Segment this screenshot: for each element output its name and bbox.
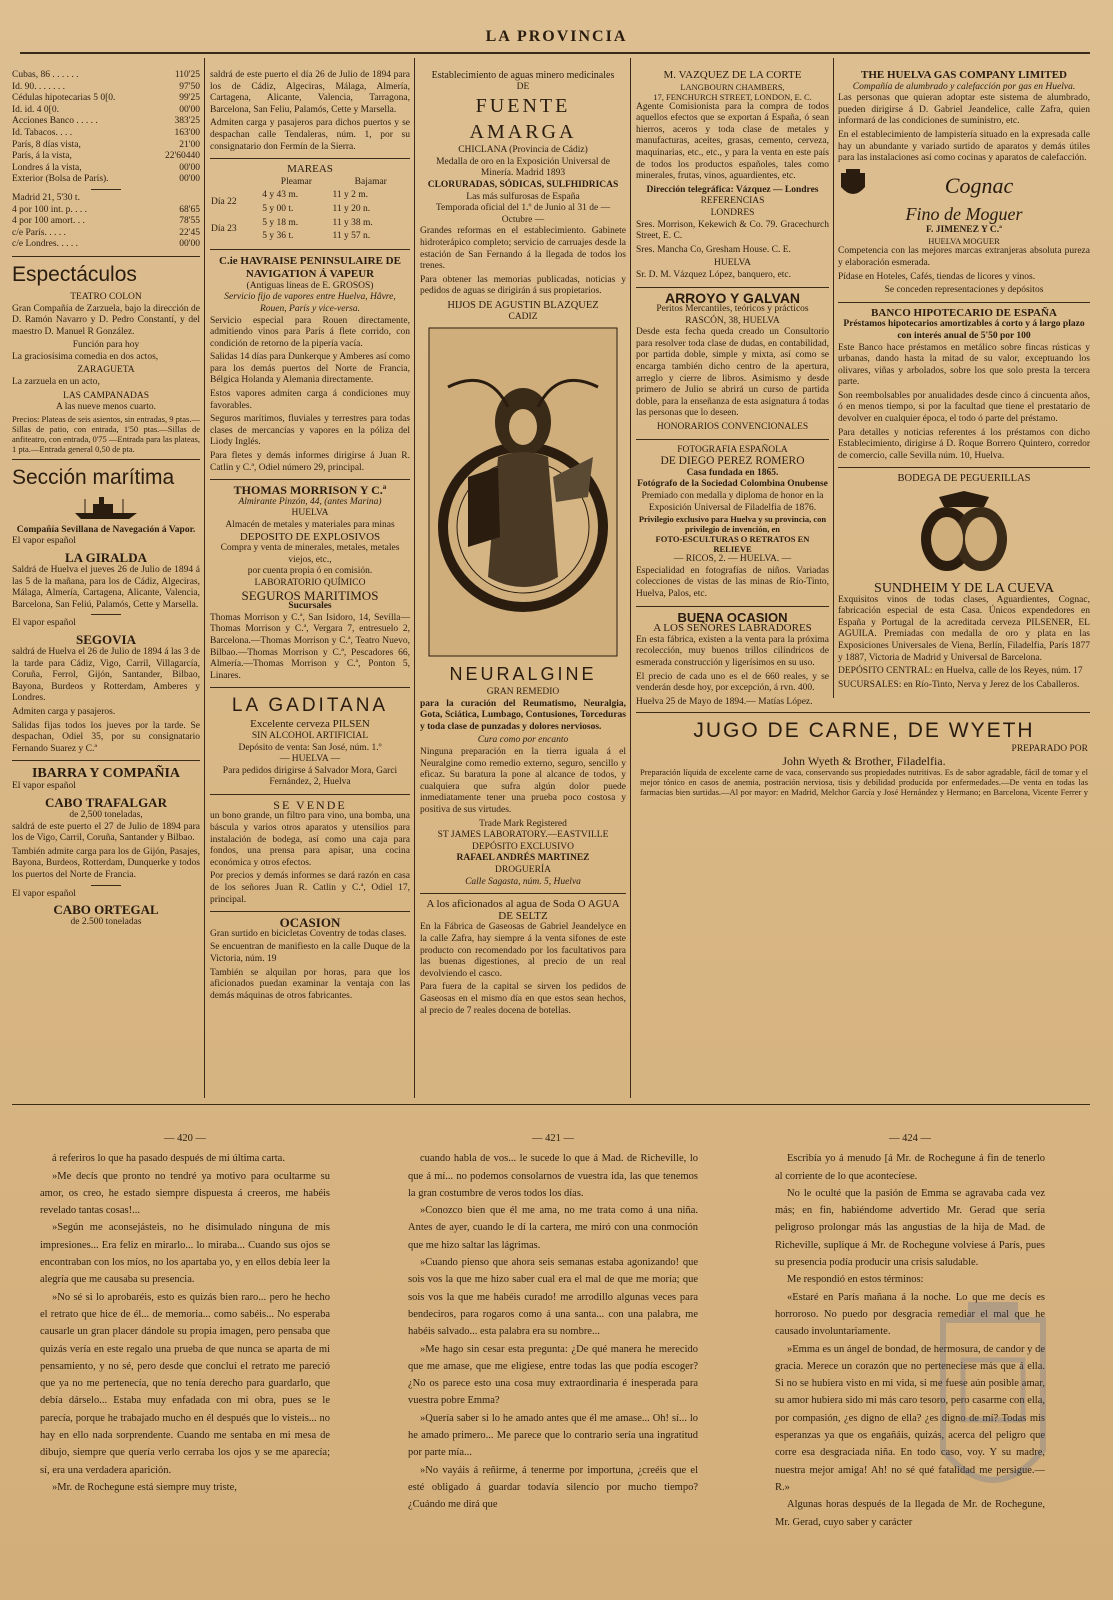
novel-column-2: — 421 — cuando habla de vos... le sucede lo que á Mad. de Richeville, lo que á mí... no podemos consolarnos de vuestra ida, las que tenemos la gran costumbre de veros todos los días. »Conozco bien que él me ama, no me trata como á una niña. Antes de ayer, cuando le dí la cartera, me miró con una conmoción que me hizo saltar las lágrimas. »Cuando pienso que ahora seis semanas estaba agonizando! que sois vos la que me hizo saber cual era el mal de que me moría; que sois vos la que me habéis curado! me arrodillo algunas veces para bendeciros, para rogaros como á una santa... con una palabra, me habéis salvado... esta palabra era su nombre... »Me hago sin cesar esta pregunta: ¿De qué manera he merecido que me amase, que me eligiese, entre todas las que podía escoger? ¿No os parece esto una cosa muy extraordinaria é inesperada para vuestra pobre Emma? »Quería saber si lo he amado antes que él me amase... Oh! sí... lo he amado primero... Me parece que lo contrario sería una ingratitud por parte mía... »No vayáis á reñirme, á tenerme por importuna, ¿creéis que el esté obligado á guardar todavía silencio por mucho tiempo? ¿Cuándo me dirá que xyxy=(408,1130,698,1590)
wyeth-top-rule xyxy=(636,712,1090,713)
morrison-title: THOMAS MORRISON Y C.ª xyxy=(233,483,387,498)
page-number-421: — 421 — xyxy=(532,1133,574,1144)
vazquez-title: M. VAZQUEZ DE LA CORTE xyxy=(663,70,802,81)
vapor-segovia: SEGOVIA xyxy=(76,632,136,647)
column-rule xyxy=(414,58,415,1098)
soda-title: A los aficionados al agua de Soda O AGUA DE SELTZ xyxy=(426,898,620,922)
top-rule xyxy=(20,52,1090,54)
teatro-text: Gran Compañía de Zarzuela, bajo la dirección de D. Ramón Navarro y D. Pedro Constantí, y del maestro D. Manuel R González. xyxy=(12,303,200,337)
cognac-ad: Cognac xyxy=(838,169,1090,203)
fold-rule xyxy=(12,1104,1090,1105)
ibarra-heading: IBARRA Y COMPAÑIA xyxy=(31,766,181,782)
novel-column-1: — 420 — á referiros lo que ha pasado después de mi última carta. »Me decís que pronto no tendré ya motivo para ocultarme su amor, os creo, he estado siempre dispuesta á creeros, me habéis revelado tantas cosas!... »Según me aconsejásteis, no he disimulado ninguna de mis impresiones... Era feliz en mirarlo... lo miraba... Cuando sus ojos se encontraban con los míos, no los apartaba yo, y en ellos debía leer la alegría que me causaba su presencia. »No sé si lo aprobaréis, esto es quizás bien raro... pero he hecho el retrato que hice de él... de memoria... como sabéis... No esperaba causarle un gran placer dándole su propia imagen, pero pensaba que quizás vería en este regalo una prueba de que nunca se aparta de mi pensamiento, y no sé, pero desde que concluí el retrato me pareció que ya no me pertenecía, que no tenía derecho para guardarlo, que debía dárselo... Estaba muy enfadada con mi obra, pues se le parecía, porque he trabajado mucho en él después que lo visteis... no hay en ello nada sorprendente. Cuando me sentaba en mi mesa de dibujo, siempre que quería verlo cerraba los ojos y se me aparecía; sí, era una verdadera aparición. »Mr. de Rochegune está siempre muy triste, xyxy=(40,1130,330,1590)
gaditana-title: LA GADITANA xyxy=(231,695,389,717)
novel-column-3: — 424 — Escribía yo á menudo [á Mr. de Rochegune á fin de tenerlo al corriente de lo que acontecíese. No le oculté que la pasión de Emma se agravaba cada vez más; en fin, habiéndome advertido Mr. Gerad que sería peligroso prolongar más las angustias de la hija de Mad. de Richeville, suplique á Mr. de Rochegune volviese á París, pues su presencia podía producir una crisis saludable. Me respondió en estos términos: «Estaré en París mañana á la noche. Lo que me decís es horroroso. No puedo por desgracia remediar el mal que he causado involuntariamente. »Emma es un ángel de bondad, de hermosura, de candor y de gracia. Merece un corazón que no perteneciese más que á ella. Si no se hubiera visto en mi vida, si me fuese aún posible amar, su amor hubiera sido mi más caro tesoro, pero casarme con ella, por compasión, ¿es digno de ella? ¿es digno de mí? Todas mis esperanzas ya que os engañáis, quizás, acerca del peligro que corre esa desgraciada niña. En todo caso, voy. Y su madre, nuestra mejor amiga! Ah! no sé qué fatalidad me persigue.—R.» Algunas horas después de la llegada de Mr. de Rochegune, Mr. Gerad, cuyo saber y carácter xyxy=(775,1130,1045,1590)
teatro-title: TEATRO COLON xyxy=(70,291,142,302)
mareas-table: Pleamar Bajamar Día 22 4 y 43 m. 11 y 2 m. 5 y 00 t. 11 y 20 n. Día 23 5 y 18 m. 11 y 38 m. 5 y 36 t. 11 y 57 n. xyxy=(211,176,387,242)
masthead: LA PROVINCIA xyxy=(485,28,628,45)
neuralgine-title: NEURALGINE xyxy=(449,664,597,685)
havraise-title: C.ie HAVRAISE PENINSULAIRE DE NAVIGATION Á VAPEUR xyxy=(219,254,401,280)
steamship-icon xyxy=(12,495,200,521)
column-2: saldrá de este puerto el día 26 de Julio de 1894 para los de Cádiz, Algeciras, Málaga, Almería, Cartagena, Alicante, Valencia, Tarragona, Barcelona, San Feliu, Palamós, Cette y Marsella. Admiten carga y pasajeros para dichos puertos y se despachan calle Tendaleras, núm. 1, por su consignatario don Fermín de la Sierra. MAREAS Pleamar Bajamar Día 22 4 y 43 m. 11 y 2 m. 5 y 00 t. 11 y 20 n. Día 23 5 y 18 m. 11 y 38 m. 5 y 36 t. 11 y 57 n. C.ie HAVRAISE PENINSULAIRE DE NAVIGATION Á VAPEUR (Antiguas líneas de E. GROSOS) Servicio fijo de vapores entre Huelva, Hâvre, Rouen, París y vice-versa. Servicio especial para Rouen directamente, admitiendo vinos para París á flete corrido, con condición de retorno de la pipería vacía. Salidas 14 días para Dunkerque y Amberes así como para los demás puertos del Norte de Francia, Bélgica Holanda y Alemania directamente. Estos vapores admiten carga á condiciones muy favorables. Seguros marítimos, fluviales y terrestres para todas clases de mercancías y vapores en la póliza del Liody Inglés. Para fletes y demás informes dirigirse á Juan R. Catlin y C.ª, Odiel número 29, principal. THOMAS MORRISON Y C.ª Almirante Pinzón, 44, (antes Marina) HUELVA Almacén de metales y materiales para minas DEPOSITO DE EXPLOSIVOS Compra y venta de minerales, metales, metales viejos, etc., por cuenta propia ó en comisión. LABORATORIO QUÍMICO SEGUROS MARITIMOS Sucursales Thomas Morrison y C.ª, San Isidoro, 14, Sevilla—Thomas Morrison y C.ª, Vergara 7, entresuelo 2, Barcelona.—Thomas Morrison y C.ª, Teatro Nuevo, Bilbao.—Thomas Morrison y C.ª, Pescadores 66, Almería.—Thomas Morrison y C.ª, Ponton 5, Linares. LA GADITANA Excelente cerveza PILSEN SIN ALCOHOL ARTIFICIAL Depósito de venta: San José, núm. 1.º — HUELVA — Para pedidos dirigirse á Salvador Mora, Garci Fernández, 2, Huelva SE VENDE un bono grande, un filtro para vino, una bomba, una báscula y varios otros aparatos y utensilios para instalación de bodega, así como una caja para fondos, una prensa para apisar, una cocina económica y otros efectos. Por precios y demás informes se dará razón en casa de los señores Juan R. Catlin y C.ª, Odiel 17, principal. OCASION Gran surtido en bicicletas Coventry de todas clases. Se encuentran de manifiesto en la calle Duque de la Victoria, núm. 19 También se alquilan por horas, para que los aficionados puedan examinar la ventaja con las demás máquinas de otros fabricantes. xyxy=(210,70,410,1001)
madrid-quotes: Madrid 21, 5'30 t. 4 por 100 int. p. . . . 68'65 4 por 100 amort. . . 78'55 c/e París. . . . . 22'45 c/e Londres. . . . . 00'00 xyxy=(12,192,200,250)
column-rule xyxy=(204,58,205,1098)
column-1: Cubas, 86 . . . . . . 110'25 Id. 90. . . . . . . 97'50 Cédulas hipotecarias 5 0[0. 99'25 Id. id. 4 0[0. 00'00 Acciones Banco . . . . . 383'25 Id. Tabacos. . . . 163'00 París, 8 días vista, 21'00 París, á la vista, 22'60440 Londres á la vista, 00'00 Exterior (Bolsa de París). 00'00 Madrid 21, 5'30 t. 4 por 100 int. p. . . . 68'65 4 por 100 amort. . . 78'55 c/e París. . . . . 22'45 c/e Londres. . . . . 00'00 Espectáculos TEATRO COLON Gran Compañía de Zarzuela, bajo la dirección de D. Ramón Navarro y D. Pedro Constantí, y del maestro D. Manuel R González. Función para hoy La graciosísima comedia en dos actos, ZARAGUETA La zarzuela en un acto, LAS CAMPANADAS A las nueve menos cuarto. Precios: Plateas de seis asientos, sin entradas, 9 ptas.—Sillas de patio, con entrada, 1'50 ptas.—Sillas de anfiteatro, con entrada, 0'75 —Entrada para las plateas, 1 pta.—Entrada general 0,50 de pta. Sección marítima Compañía Sevillana de Navegación á Vapor. El vapor español LA GIRALDA Saldrá de Huelva el jueves 26 de Julio de 1894 á las 5 de la mañana, para los de Cádiz, Algeciras, Málaga, Almería, Cartagena, Alicante, Valencia, Barcelona, San Feliú, Palamós, Cette y Marsella. El vapor español SEGOVIA saldrá de Huelva el 26 de Julio de 1894 á las 3 de la tarde para Cádiz, Vigo, Carril, Villagarcía, Coruña, Ferrol, Gijón, Santander, Bilbao, Bayona, Burdeos y Rotterdam, Amberes y Londres. Admiten carga y pasajeros. Salidas fijas todos los jueves por la tarde. Se despachan, Odiel 35, por su consignatario Fernando Suarez y C.ª IBARRA Y COMPAÑIA El vapor español CABO TRAFALGAR de 2,500 toneladas, saldrá de este puerto el 27 de Julio de 1894 para los de Vigo, Carril, Coruña, Santander y Bilbao. También admite carga para los de Gijón, Pasajes, Bayona, Burdeos, Rotterdam, Dunquerke y todos los puertos del Norte de Francia. El vapor español CABO ORTEGAL de 2.500 toneladas xyxy=(12,70,200,928)
buena-ocasion-title: BUENA OCASION xyxy=(677,609,788,625)
banco-hipotecario-title: BANCO HIPOTECARIO DE ESPAÑA xyxy=(871,306,1057,319)
column-4: M. VAZQUEZ DE LA CORTE LANGBOURN CHAMBERS, 17, FENCHURCH STREET, LONDON, E. C. Agente Comisionista para la compra de todos aquellos efectos que se exportan á España, ó sean hierros, aceros y toda clase de metales y manufacturas, aceites, grasas, cemento, cerveza, maquinarias, etc., etc., y para la venta en este país de todos los productos españoles, tales como minerales, frutas, vinos, aguardientes, etc. Dirección telegráfica: Vázquez — Londres REFERENCIAS LONDRES Sres. Morrison, Kekewich & Co. 79. Gracechurch Street, E. C. Sres. Mancha Co, Gresham House. C. E. HUELVA Sr. D. M. Vázquez López, banquero, etc. ARROYO Y GALVAN Peritos Mercantiles, teóricos y prácticos RASCÓN, 38, HUELVA Desde esta fecha queda creado un Consultorio para resolver toda clase de dudas, en contabilidad, por partida doble, simple y mixta, así como se encarga también dicho centro de la apertura, arreglo y cierre de libros. Asimismo y desde primero de Julio se abrirá un curso de partida doble, para la enseñanza de esta asignatura á todas las personas que lo deseen. HONORARIOS CONVENCIONALES FOTOGRAFIA ESPAÑOLA DE DIEGO PEREZ ROMERO Casa fundada en 1865. Fotógrafo de la Sociedad Colombina Onubense Premiado con medalla y diploma de honor en la Exposición Universal de Filadelfia de 1876. Privilegio exclusivo para Huelva y su provincia, con privilegio de invención, en FOTO-ESCULTURAS O RETRATOS EN RELIEVE — RICOS, 2. — HUELVA. — Especialidad en fotografías de niños. Variadas colecciones de vistas de las minas de Río-Tinto, Huelva, Palos, etc. BUENA OCASION A LOS SEÑORES LABRADORES En esta fábrica, existen a la venta para la próxima recolección, muy buenos trillos cilíndricos de esmerada construcción y ligerísimos en su uso. El precio de cada uno es el de 660 reales, y se venderán desde hoy, por excepción, á rvn. 400. Huelva 25 de Mayo de 1894.— Matías López. xyxy=(636,70,829,710)
wyeth-ad: JUGO DE CARNE, DE WYETH PREPARADO POR John Wyeth & Brother, Filadelfia. Preparación líquida de excelente carne de vaca, conservando sus propiedades nutritivas. Es de sabor agradable, fácil de tomar y el mejor tónico en casos de anemia, postración nerviosa, tisis y debilidad producida por enfermedades.—De venta en todas las farmacias bien surtidas.—Al por mayor: en Madrid, Melchor García y José Hernández y Hermano; en Barcelona, Vicente Ferrer y xyxy=(640,719,1088,798)
column-rule xyxy=(630,58,631,1098)
fotografia-title: DE DIEGO PEREZ ROMERO xyxy=(660,455,805,468)
gas-company-title: THE HUELVA GAS COMPANY LIMITED xyxy=(861,70,1067,81)
vapor-cabo-ortegal: CABO ORTEGAL xyxy=(53,902,159,918)
neuralgine-illustration xyxy=(420,327,626,657)
mareas-title: MAREAS xyxy=(287,163,333,176)
column-5: THE HUELVA GAS COMPANY LIMITED Compañía de alumbrado y calefacción por gas en Huelva. Las personas que quieran adoptar este sistema de alumbrado, pueden dirigirse á D. Gabriel Jeandelice, calle Zafra, quien informará de las condiciones de suministro, etc. En el establecimiento de lampistería situado en la expresada calle hay un abundante y variado surtido de aparatos y demás útiles para las instalaciones así como cocinas y aparatos de calefacción. Cognac Fino de Moguer F. JIMENEZ Y C.ª HUELVA MOGUER Competencia con las mejores marcas extranjeras absoluta pureza y elaboración esmerada. Pídase en Hoteles, Cafés, tiendas de licores y vinos. Se conceden representaciones y depósitos BANCO HIPOTECARIO DE ESPAÑA Préstamos hipotecarios amortizables á corto y á largo plazo con interés anual de 5'50 por 100 Este Banco hace préstamos en metálico sobre fincas rústicas y urbanas, dando hasta la mitad de su valor, exceptuando los olivares, viñas y arbolados, sobre los que solo presta la tercera parte. Son reembolsables por anualidades desde cinco á cincuenta años, ó en menos tiempo, si por la facultad que tiene el prestatario de devolver en cualquier época, el todo ó parte del préstamo. Para detalles y noticias referentes á los préstamos con dicho Establecimiento, dirigirse á D. Roque Borrero Quintero, corredor de comercio, calle Sevilla núm. 10, Huelva. BODEGA DE PEGUERILLAS SUNDHEIM Y DE LA CUEVA Exquisitos vinos de todas clases, Aguardientes, Cognac, fabricación especial de esta Casa. Únicos expendedores en España y Portugal de la acreditada cerveza PILSENER, EL AGUILA. Premiadas con medalla de oro y plata en las Exposiciones Universales de Viena, Berlín, Filadelfia, París 1877 y 1887, Victoria de Madrid y Universal de Barcelona. DEPÓSITO CENTRAL: en Huelva, calle de los Reyes, núm. 17 SUCURSALES: en Río-Tinto, Nerva y Jerez de los Caballeros. xyxy=(838,70,1090,690)
crest-icon xyxy=(838,169,868,203)
arroyo-galvan-title: ARROYO Y GALVAN xyxy=(664,289,801,306)
page-number-424: — 424 — xyxy=(889,1133,931,1144)
precios-text: Precios: Plateas de seis asientos, sin entradas, 9 ptas.—Sillas de patio, con entrada, 1'50 ptas.—Sillas de anfiteatro, con entrada, 0'75 —Entrada para las plateas, 1 pta.—Entrada general 0,50 de pta. xyxy=(12,413,200,454)
vapor-cabo-trafalgar: CABO TRAFALGAR xyxy=(45,794,167,810)
library-stamp-watermark xyxy=(923,1300,1063,1520)
sundheim-title: SUNDHEIM Y DE LA CUEVA xyxy=(874,581,1054,597)
column-rule xyxy=(833,58,834,698)
se-vende-title: SE VENDE xyxy=(273,797,347,812)
wyeth-title: JUGO DE CARNE, DE WYETH xyxy=(693,719,1035,742)
ocasion-title: OCASION xyxy=(279,915,341,931)
espectaculos-heading: Espectáculos xyxy=(12,262,137,286)
coat-of-arms-icon xyxy=(838,489,1090,579)
column-3: Establecimiento de aguas minero medicinales DE FUENTE AMARGA CHICLANA (Provincia de Cádiz) Medalla de oro en la Exposición Universal de Minería. Madrid 1893 CLORURADAS, SÓDICAS, SULFHIDRICAS Las más sulfurosas de España Temporada oficial del 1.º de Junio al 31 de — Octubre — Grandes reformas en el establecimiento. Gabinete hidroterápico completo; servicio de carruajes desde la estación de San Fernando á la llegada de todos los trenes. Para obtener las memorias publicadas, noticias y pedidos de aguas se dirigirán á sus propietarios. HIJOS DE AGUSTIN BLAZQUEZ CADIZ NEURALGINE GRAN REMEDIO para la curación del Reumatismo, Neuralgia, Gota, Sciática, Lumbago, Contusiones, Torceduras y toda clase de punzadas y dolores nerviosos. Cura como por encanto Ninguna preparación en la tierra iguala á el Neuralgine como remedio externo, seguro, sencillo y eficaz. Su baratura la pone al alcance de todos, y cualquiera que sufra algún dolor puede inmediatamente tener una prueba poco costosa y positiva de sus virtudes. Trade Mark Registered ST JAMES LABORATORY.—EASTVILLE DEPÓSITO EXCLUSIVO RAFAEL ANDRÉS MARTINEZ DROGUERÍA Calle Sagasta, núm. 5, Huelva A los aficionados al agua de Soda O AGUA DE SELTZ En la Fábrica de Gaseosas de Gabriel Jeandelyce en la calle Zafra, hay siempre á la venta sifones de este producto con recomendado por los facultativos para las buenas digestiones, al precio de un real devolviendo el casco. Para fuera de la capital se sirven los pedidos de Gaseosas en el mismo día en que estos sean hechos, al precio de 7 reales docena de botellas. xyxy=(420,70,626,1016)
maritima-heading: Sección marítima xyxy=(12,465,175,489)
vapor-giralda: LA GIRALDA xyxy=(65,550,147,566)
page-number-420: — 420 — xyxy=(164,1133,206,1144)
fuente-amarga-title: FUENTE AMARGA xyxy=(469,95,577,144)
quotes-table: Cubas, 86 . . . . . . 110'25 Id. 90. . . . . . . 97'50 Cédulas hipotecarias 5 0[0. 99'25 Id. id. 4 0[0. 00'00 Acciones Banco . . . . . 383'25 Id. Tabacos. . . . 163'00 París, 8 días vista, 21'00 París, á la vista, 22'60440 Londres á la vista, 00'00 Exterior (Bolsa de París). 00'00 xyxy=(12,70,200,185)
